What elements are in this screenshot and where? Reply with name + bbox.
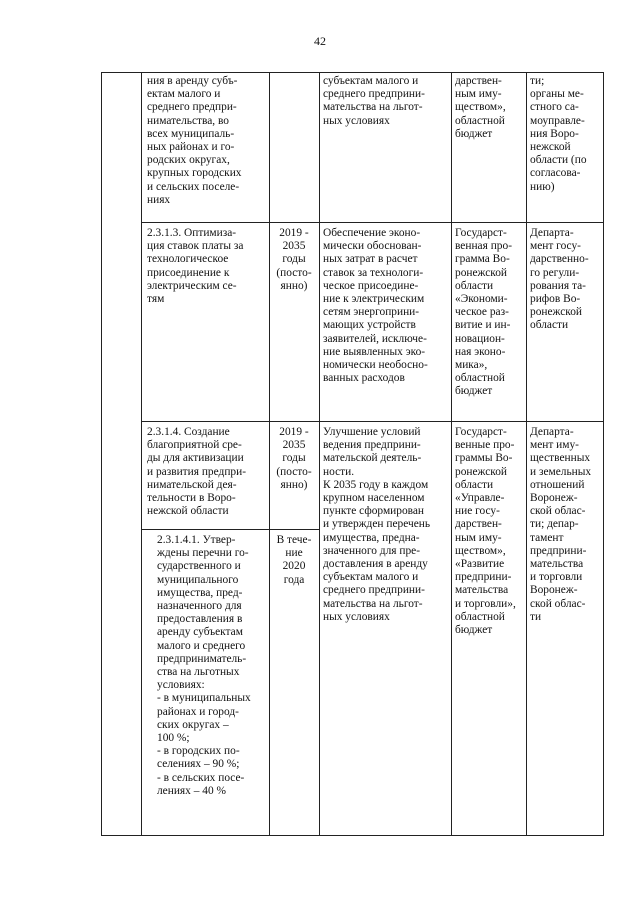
result-cell: Обеспечение эконо- мически обоснован- ных затрат в расчет ставок за технологи- ческое присоедине- ние к электрическим сетям энергоприни- мающих устройств заявителей, исключе- ние выявленных эко- номически необосно- ванных расходов <box>323 227 428 385</box>
source-cell: Государст- венные про- граммы Во- ронежской области «Управле- ние госу- дарствен- ным иму- ществом», «Развитие предприни- мательства и торговли», областной бюджет <box>455 426 516 637</box>
result-cell: субъектам малого и среднего предприни- мательства на льгот- ных условиях <box>323 75 425 127</box>
executor-cell: Департа- мент иму- щественных и земельных отношений Воронеж- ской облас- ти; депар- тамент предприни- мательства и торговли Воронеж- ской облас- ти <box>530 426 592 623</box>
page-number: 42 <box>314 34 326 48</box>
table-rule-col5 <box>526 72 527 836</box>
table-rule-col1 <box>141 72 142 836</box>
table-row-separator <box>141 222 604 223</box>
measure-cell: ния в аренду субъ- ектам малого и среднего предпри- нимательства, во всех муниципаль- ных районах и го- родских округах, крупных городских и сельских поселе- ниях <box>147 75 242 206</box>
table-border-left <box>101 72 102 836</box>
executor-cell: ти; органы ме- стного са- моуправле- ния Воро- нежской области (по согласова- нию) <box>530 75 587 193</box>
measure-cell: 2.3.1.3. Оптимиза- ция ставок платы за технологическое присоединение к электрическим се- тям <box>147 227 244 306</box>
table-rule-col3 <box>319 72 320 836</box>
table-border-right <box>603 72 604 836</box>
measure-cell: 2.3.1.4. Создание благоприятной сре- ды для активизации и развития предпри- нимательской дея- тельности в Воро- нежской области <box>147 426 247 518</box>
period-cell: 2019 - 2035 годы (посто- янно) <box>276 426 312 491</box>
table-rule-col2 <box>269 72 270 836</box>
executor-cell: Департа- мент госу- дарственно- го регули- рования та- рифов Во- ронежской области <box>530 227 589 332</box>
table-rule-bottom <box>101 835 604 836</box>
table-row-separator <box>141 421 604 422</box>
source-cell: Государст- венная про- грамма Во- ронежской области «Экономи- ческое раз- витие и ин- новацион- ная эконо- мика», областной бюджет <box>455 227 512 398</box>
source-cell: дарствен- ным иму- ществом», областной бюджет <box>455 75 506 140</box>
subitem-period-cell: В тече- ние 2020 года <box>276 534 312 586</box>
subitem-cell: 2.3.1.4.1. Утвер- ждены перечни го- сударственного и муниципального имущества, пред- назначенного для предоставления в аренду субъектам малого и среднего предприниматель- ства на льготных условиях: - в муниципальных районах и город- ских округах – 100 %; - в городских по- селениях – 90 %; - в сельских посе- лениях – 40 % <box>157 534 251 797</box>
period-cell: 2019 - 2035 годы (посто- янно) <box>276 227 312 292</box>
table-subrow-separator <box>141 529 319 530</box>
table-rule-col4 <box>451 72 452 836</box>
result-cell: Улучшение условий ведения предприни- мательской деятель- ности. К 2035 году в каждом крупном населенном пункте сформирован и утвержден перечень имущества, предна- значенного для пре- доставления в аренду субъектам малого и среднего предприни- мательства на льгот- ных условиях <box>323 426 431 623</box>
table-rule-top <box>101 72 604 73</box>
